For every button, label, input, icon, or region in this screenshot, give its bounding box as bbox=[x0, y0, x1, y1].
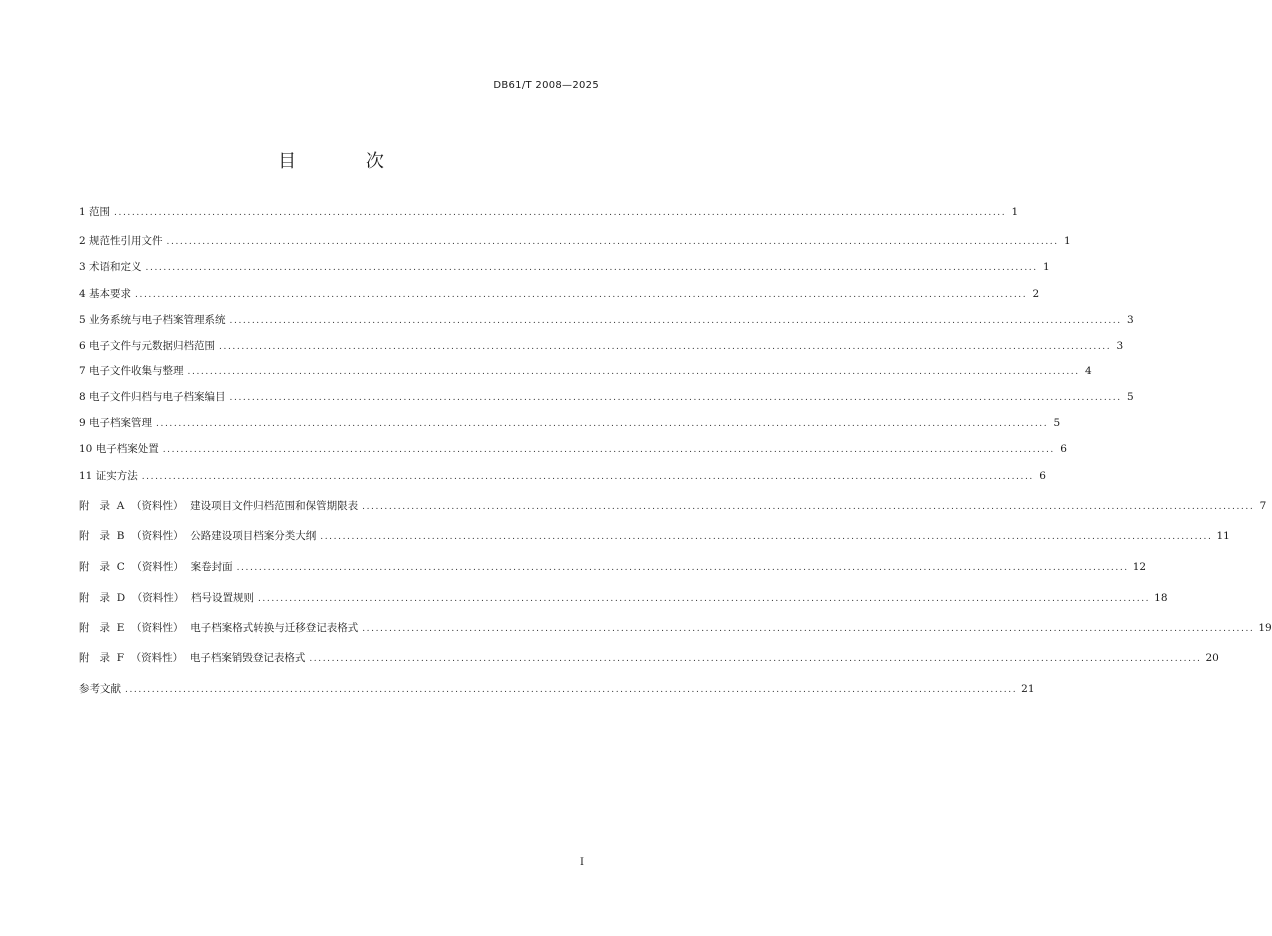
toc-entry-page: 1 bbox=[1064, 235, 1071, 247]
toc-leader-dots: ........................................................................................................................................................................................................ bbox=[162, 445, 1055, 455]
toc-entry-page: 12 bbox=[1132, 561, 1147, 573]
toc-entry[interactable] bbox=[79, 415, 1061, 431]
toc-entry-label: 附 录 E （资料性） 电子档案格式转换与迁移登记表格式 bbox=[79, 622, 359, 634]
toc-leader-dots: ........................................................................................................................................................................................................ bbox=[236, 563, 1129, 573]
toc-entry-page: 11 bbox=[1216, 530, 1230, 542]
toc-entry-label: 3 术语和定义 bbox=[79, 261, 142, 273]
toc-leader-dots: ........................................................................................................................................................................................................ bbox=[125, 685, 1018, 695]
toc-entry-label: 附 录 C （资料性） 案卷封面 bbox=[79, 561, 233, 573]
toc-entry[interactable] bbox=[79, 650, 1219, 666]
document-code: DB61/T 2008—2025 bbox=[493, 80, 599, 91]
toc-leader-dots: ........................................................................................................................................................................................................ bbox=[166, 237, 1059, 247]
toc-leader-dots: ........................................................................................................................................................................................................ bbox=[362, 624, 1255, 634]
toc-entry-page: 18 bbox=[1154, 592, 1168, 604]
toc-entry-page: 5 bbox=[1127, 391, 1134, 403]
toc-entry[interactable] bbox=[79, 528, 1230, 544]
toc-leader-dots: ........................................................................................................................................................................................................ bbox=[257, 594, 1151, 604]
toc-leader-dots: ........................................................................................................................................................................................................ bbox=[135, 290, 1028, 300]
toc-entry[interactable] bbox=[79, 441, 1067, 457]
toc-entry-page: 21 bbox=[1021, 683, 1035, 695]
toc-entry-page: 5 bbox=[1053, 417, 1061, 429]
toc-title: 目 次 bbox=[278, 151, 416, 172]
toc-entry-label: 1 范围 bbox=[79, 206, 111, 218]
toc-entry-label: 5 业务系统与电子档案管理系统 bbox=[79, 314, 226, 326]
toc-entry-page: 1 bbox=[1011, 206, 1019, 218]
toc-entry-label: 10 电子档案处置 bbox=[79, 443, 159, 455]
toc-entry-label: 9 电子档案管理 bbox=[79, 417, 153, 429]
toc-entry-label: 附 录 F （资料性） 电子档案销毁登记表格式 bbox=[79, 652, 306, 664]
toc-entry-label: 附 录 A （资料性） 建设项目文件归档范围和保管期限表 bbox=[79, 500, 359, 512]
toc-entry-label: 2 规范性引用文件 bbox=[79, 235, 163, 247]
toc-entry-label: 4 基本要求 bbox=[79, 288, 132, 300]
toc-leader-dots: ........................................................................................................................................................................................................ bbox=[156, 419, 1049, 429]
toc-entry[interactable] bbox=[79, 363, 1092, 379]
toc-entry-page: 2 bbox=[1032, 288, 1040, 300]
toc-entry-label: 11 证实方法 bbox=[79, 470, 138, 482]
toc-leader-dots: ........................................................................................................................................................................................................ bbox=[229, 393, 1122, 403]
toc-entry-page: 7 bbox=[1259, 500, 1267, 512]
toc-entry-label: 附 录 B （资料性） 公路建设项目档案分类大纲 bbox=[79, 530, 317, 542]
page-number: I bbox=[580, 857, 584, 868]
toc-entry[interactable] bbox=[79, 286, 1040, 302]
toc-entry-page: 20 bbox=[1205, 652, 1219, 664]
toc-entry-page: 3 bbox=[1116, 340, 1124, 352]
toc-entry[interactable] bbox=[79, 204, 1019, 220]
toc-entry-page: 1 bbox=[1043, 261, 1050, 273]
toc-leader-dots: ........................................................................................................................................................................................................ bbox=[145, 263, 1038, 273]
toc-leader-dots: ........................................................................................................................................................................................................ bbox=[309, 654, 1202, 664]
toc-entry[interactable] bbox=[79, 620, 1272, 636]
toc-entry[interactable] bbox=[79, 559, 1147, 575]
toc-entry-page: 19 bbox=[1258, 622, 1272, 634]
toc-leader-dots: ........................................................................................................................................................................................................ bbox=[320, 532, 1213, 542]
toc-leader-dots: ........................................................................................................................................................................................................ bbox=[229, 316, 1122, 326]
toc-entry-label: 6 电子文件与元数据归档范围 bbox=[79, 340, 216, 352]
toc-leader-dots: ........................................................................................................................................................................................................ bbox=[187, 367, 1080, 377]
toc-entry[interactable] bbox=[79, 681, 1035, 697]
toc-entry-page: 4 bbox=[1085, 365, 1092, 377]
toc-entry-page: 6 bbox=[1060, 443, 1067, 455]
toc-entry[interactable] bbox=[79, 338, 1124, 354]
toc-entry[interactable] bbox=[79, 498, 1267, 514]
toc-entry[interactable] bbox=[79, 590, 1168, 606]
toc-entry-label: 附 录 D （资料性） 档号设置规则 bbox=[79, 592, 254, 604]
toc-entry[interactable] bbox=[79, 468, 1046, 484]
toc-entry-label: 8 电子文件归档与电子档案编目 bbox=[79, 391, 226, 403]
toc-entry-label: 7 电子文件收集与整理 bbox=[79, 365, 184, 377]
toc-leader-dots: ........................................................................................................................................................................................................ bbox=[362, 502, 1255, 512]
toc-entry[interactable] bbox=[79, 259, 1050, 275]
toc-entry-page: 6 bbox=[1039, 470, 1046, 482]
toc-entry[interactable] bbox=[79, 389, 1134, 405]
toc-leader-dots: ........................................................................................................................................................................................................ bbox=[219, 342, 1112, 352]
toc-entry[interactable] bbox=[79, 233, 1071, 249]
toc-entry-label: 参考文献 bbox=[79, 683, 121, 695]
toc-leader-dots: ........................................................................................................................................................................................................ bbox=[141, 472, 1034, 482]
toc-leader-dots: ........................................................................................................................................................................................................ bbox=[114, 208, 1007, 218]
toc-entry-page: 3 bbox=[1127, 314, 1134, 326]
toc-entry[interactable] bbox=[79, 312, 1134, 328]
